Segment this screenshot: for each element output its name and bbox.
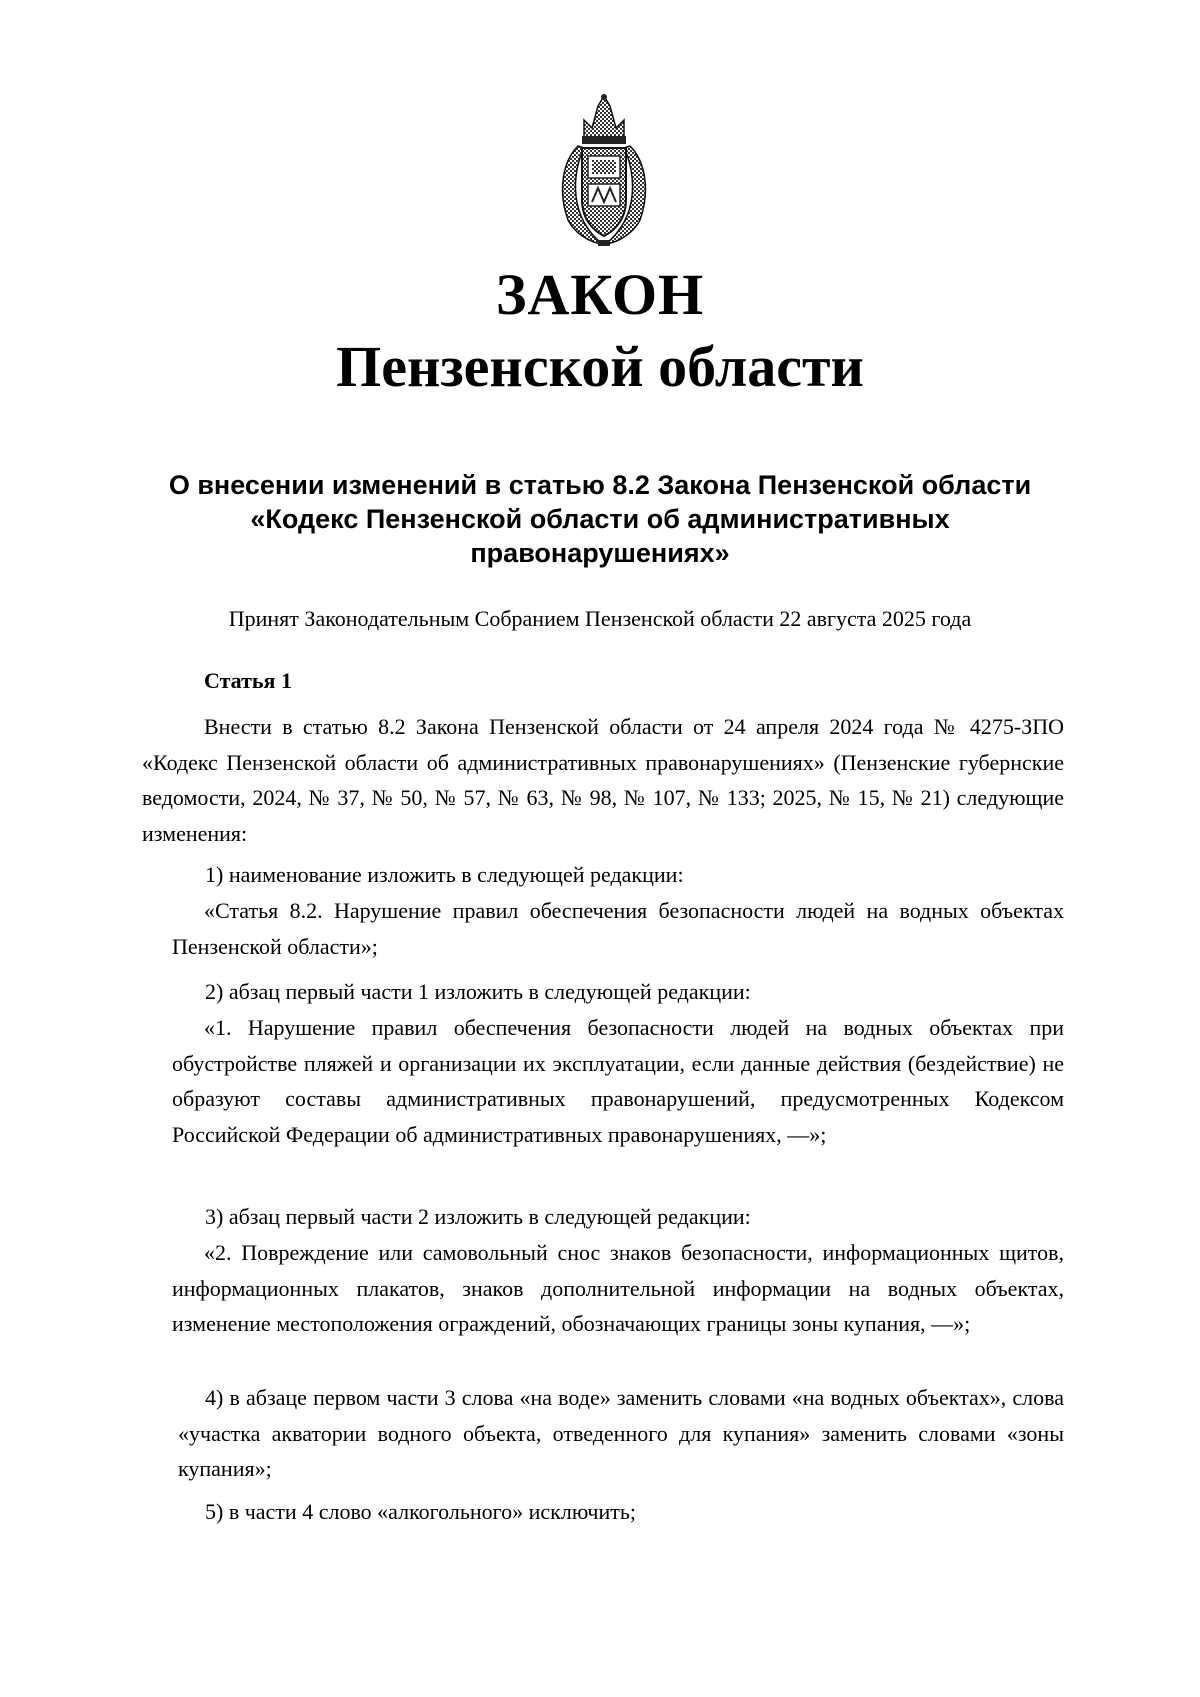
law-title-line-3: правонарушениях»	[470, 538, 730, 568]
law-title	[140, 468, 1060, 570]
amendment-quote-1: «Статья 8.2. Нарушение правил обеспечения безопасности людей на водных объектах Пензенской области»;	[172, 898, 1064, 959]
amendment-item-4: 4) в абзаце первом части 3 слова «на воде» заменить словами «на водных объектах», слова «участка акватории водного объекта, отведенного для купания» заменить словами «зоны купания»;	[178, 1385, 1064, 1481]
amendment-item-3: 3) абзац первый части 2 изложить в следующей редакции:	[205, 1204, 751, 1229]
amendment-item-1: 1) наименование изложить в следующей редакции:	[205, 862, 684, 887]
article-heading: Статья 1	[204, 668, 292, 693]
amendment-quote-3: «2. Повреждение или самовольный снос знаков безопасности, информационных щитов, информационных плакатов, знаков дополнительной информации на водных объектах, изменение местоположения ограждений, обозначающих границы зоны купания, —»;	[172, 1240, 1064, 1336]
law-title-line-1: О внесении изменений в статью 8.2 Закона Пензенской области	[168, 470, 1032, 500]
article-intro: Внести в статью 8.2 Закона Пензенской области от 24 апреля 2024 года № 4275-ЗПО «Кодекс Пензенской области об административных правонарушениях» (Пензенские губернские ведомости, 2024, № 37, № 50, № 57, № 63, № 98, № 107, № 133; 2025, № 15, № 21) следующие изменения:	[142, 714, 1064, 846]
adoption-note: Принят Законодательным Собранием Пензенской области 22 августа 2025 года	[228, 606, 972, 631]
law-heading: ЗАКОН	[495, 262, 705, 327]
law-title-line-2: «Кодекс Пензенской области об административных	[250, 504, 950, 534]
amendment-item-2: 2) абзац первый части 1 изложить в следующей редакции:	[205, 979, 751, 1004]
amendment-quote-2: «1. Нарушение правил обеспечения безопасности людей на водных объектах при обустройстве пляжей и организации их эксплуатации, если данные действия (бездействие) не образуют составы административных правонарушений, предусмотренных Кодексом Российской Федерации об административных правонарушениях, —»;	[172, 1015, 1064, 1147]
amendment-item-5: 5) в части 4 слово «алкогольного» исключить;	[205, 1499, 637, 1524]
coat-of-arms-icon	[548, 92, 660, 248]
law-region: Пензенской области	[336, 334, 864, 399]
